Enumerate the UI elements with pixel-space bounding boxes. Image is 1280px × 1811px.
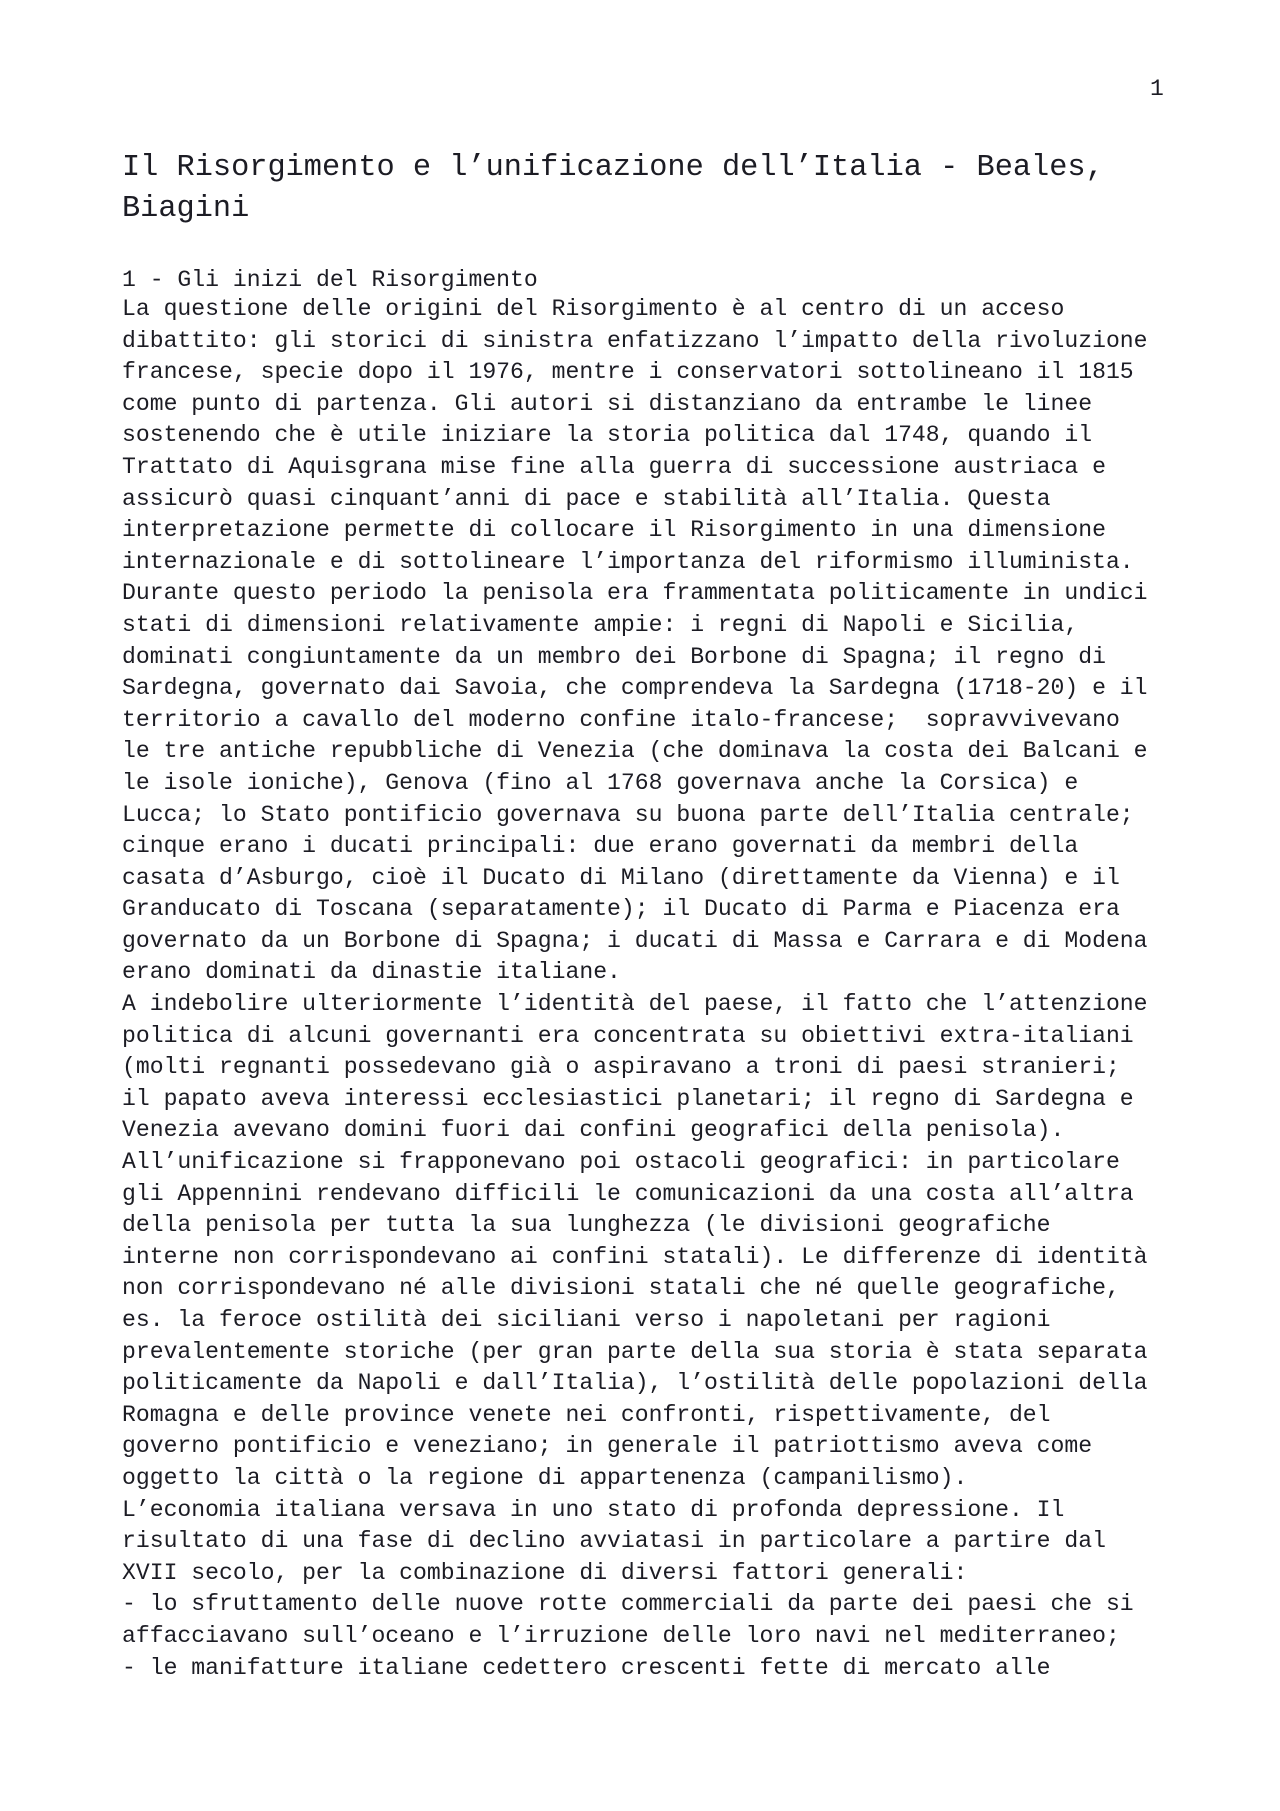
text-line: Romagna e delle province venete nei confronti, rispettivamente, del (122, 1401, 1051, 1428)
text-line: governo pontificio e veneziano; in generale il patriottismo aveva come (122, 1433, 1093, 1460)
text-line: gli Appennini rendevano difficili le comunicazioni da una costa all’altra (122, 1180, 1134, 1207)
text-line: internazionale e di sottolineare l’importanza del riformismo illuminista. (122, 548, 1134, 575)
text-line: - le manifatture italiane cedettero crescenti fette di mercato alle (122, 1654, 1051, 1681)
text-line: territorio a cavallo del moderno confine italo-francese; sopravvivevano (122, 706, 1120, 733)
document-title (122, 148, 1104, 230)
text-line: il papato aveva interessi ecclesiastici planetari; il regno di Sardegna e (122, 1085, 1134, 1112)
text-line: della penisola per tutta la sua lunghezza (le divisioni geografiche (122, 1212, 1051, 1239)
text-line: La questione delle origini del Risorgimento è al centro di un acceso (122, 296, 1065, 322)
body-text (122, 294, 1148, 1684)
document-title-line: Il Risorgimento e l’unificazione dell’Italia - Beales, (122, 151, 1104, 185)
text-line: francese, specie dopo il 1976, mentre i conservatori sottolineano il 1815 (122, 359, 1134, 386)
text-line: - lo sfruttamento delle nuove rotte commerciali da parte dei paesi che si (122, 1591, 1134, 1618)
text-line: politica di alcuni governanti era concentrata su obiettivi extra-italiani (122, 1022, 1134, 1049)
text-line: le tre antiche repubbliche di Venezia (che dominava la costa dei Balcani e (122, 738, 1148, 765)
text-line: (molti regnanti possedevano già o aspiravano a troni di paesi stranieri; (122, 1054, 1120, 1081)
text-line: Trattato di Aquisgrana mise fine alla guerra di successione austriaca e (122, 453, 1106, 480)
text-line: prevalentemente storiche (per gran parte della sua storia è stata separata (122, 1338, 1148, 1365)
text-line: casata d’Asburgo, cioè il Ducato di Milano (direttamente da Vienna) e il (122, 864, 1120, 891)
text-line: risultato di una fase di declino avviatasi in particolare a partire dal (122, 1528, 1106, 1555)
text-line: Venezia avevano domini fuori dai confini geografici della penisola). (122, 1117, 1065, 1144)
text-line: All’unificazione si frapponevano poi ostacoli geografici: in particolare (122, 1149, 1120, 1176)
text-line: interpretazione permette di collocare il Risorgimento in una dimensione (122, 517, 1106, 544)
section-heading: 1 - Gli inizi del Risorgimento (122, 267, 538, 293)
text-line: erano dominati da dinastie italiane. (122, 959, 621, 986)
text-line: politicamente da Napoli e dall’Italia), l’ostilità delle popolazioni della (122, 1370, 1148, 1397)
text-line: Granducato di Toscana (separatamente); il Ducato di Parma e Piacenza era (122, 896, 1120, 923)
text-line: sostenendo che è utile iniziare la storia politica dal 1748, quando il (122, 422, 1093, 449)
text-line: interne non corrispondevano ai confini statali). Le differenze di identità (122, 1243, 1148, 1270)
text-line: Sardegna, governato dai Savoia, che comprendeva la Sardegna (1718-20) e il (122, 675, 1148, 702)
text-line: assicurò quasi cinquant’anni di pace e stabilità all’Italia. Questa (122, 485, 1051, 512)
text-line: stati di dimensioni relativamente ampie: i regni di Napoli e Sicilia, (122, 611, 1079, 638)
text-line: cinque erano i ducati principali: due erano governati da membri della (122, 833, 1079, 860)
text-line: L’economia italiana versava in uno stato di profonda depressione. Il (122, 1496, 1065, 1523)
text-line: come punto di partenza. Gli autori si distanziano da entrambe le linee (122, 390, 1093, 417)
text-line: non corrispondevano né alle divisioni statali che né quelle geografiche, (122, 1275, 1120, 1302)
text-line: Durante questo periodo la penisola era frammentata politicamente in undici (122, 580, 1148, 607)
text-line: Lucca; lo Stato pontificio governava su buona parte dell’Italia centrale; (122, 801, 1134, 828)
text-line: es. la feroce ostilità dei siciliani verso i napoletani per ragioni (122, 1307, 1051, 1333)
text-line: A indebolire ulteriormente l’identità del paese, il fatto che l’attenzione (122, 991, 1148, 1018)
document-title-line: Biagini (122, 192, 250, 226)
text-line: dibattito: gli storici di sinistra enfatizzano l’impatto della rivoluzione (122, 327, 1148, 354)
text-line: XVII secolo, per la combinazione di diversi fattori generali: (122, 1559, 968, 1586)
text-line: le isole ioniche), Genova (fino al 1768 governava anche la Corsica) e (122, 769, 1079, 796)
text-line: oggetto la città o la regione di appartenenza (campanilismo). (122, 1464, 968, 1491)
text-line: affacciavano sull’oceano e l’irruzione delle loro navi nel mediterraneo; (122, 1622, 1120, 1649)
page-number: 1 (1150, 76, 1164, 102)
text-line: governato da un Borbone di Spagna; i ducati di Massa e Carrara e di Modena (122, 927, 1148, 954)
text-line: dominati congiuntamente da un membro dei Borbone di Spagna; il regno di (122, 643, 1106, 670)
